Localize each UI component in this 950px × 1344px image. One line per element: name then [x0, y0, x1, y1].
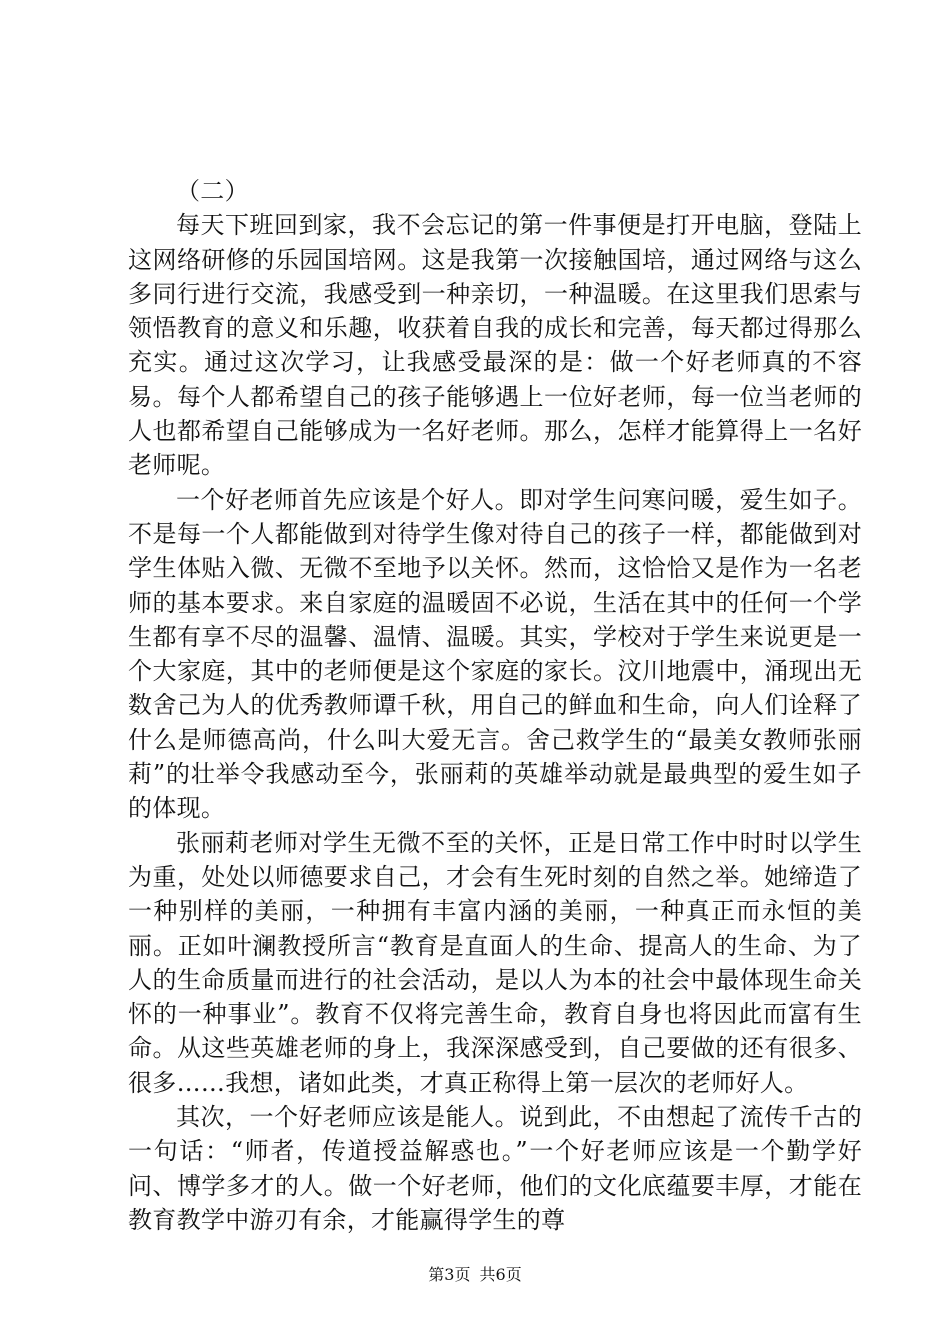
paragraph-3: 张丽莉老师对学生无微不至的关怀，正是日常工作中时时以学生为重，处处以师德要求自己，才会有生死时刻的自然之举。她缔造了一种别样的美丽，一种拥有丰富内涵的美丽，一种真正而永恒的美丽。正如叶澜教授所言“教育是直面人的生命、提高人的生命、为了人的生命质量而进行的社会活动，是以人为本的社会中最体现生命关怀的一种事业”。教育不仅将完善生命，教育自身也将因此而富有生命。从这些英雄老师的身上，我深深感受到，自己要做的还有很多、很多……我想，诸如此类，才真正称得上第一层次的老师好人。 — [128, 828, 862, 1097]
paragraph-1: 每天下班回到家，我不会忘记的第一件事便是打开电脑，登陆上这网络研修的乐园国培网。这是我第一次接触国培，通过网络与这么多同行进行交流，我感受到一种亲切，一种温暖。在这里我们思索与领悟教育的意义和乐趣，收获着自我的成长和完善，每天都过得那么充实。通过这次学习，让我感受最深的是：做一个好老师真的不容易。每个人都希望自己的孩子能够遇上一位好老师，每一位当老师的人也都希望自己能够成为一名好老师。那么，怎样才能算得上一名好老师呢。 — [128, 211, 862, 480]
page-number: 第3页 — [428, 1265, 471, 1284]
page-total: 共6页 — [479, 1265, 522, 1284]
paragraph-2: 一个好老师首先应该是个好人。即对学生问寒问暖，爱生如子。不是每一个人都能做到对待学生像对待自己的孩子一样，都能做到对学生体贴入微、无微不至地予以关怀。然而，这恰恰又是作为一名老师的基本要求。来自家庭的温暖固不必说，生活在其中的任何一个学生都有享不尽的温馨、温情、温暖。其实，学校对于学生来说更是一个大家庭，其中的老师便是这个家庭的家长。汶川地震中，涌现出无数舍己为人的优秀教师谭千秋，用自己的鲜血和生命，向人们诠释了什么是师德高尚，什么叫大爱无言。舍己救学生的“最美女教师张丽莉”的壮举令我感动至今，张丽莉的英雄举动就是最典型的爱生如子的体现。 — [128, 485, 862, 823]
section-heading: （二） — [176, 177, 249, 205]
document-body — [128, 174, 862, 1237]
paragraph-4: 其次，一个好老师应该是能人。说到此，不由想起了流传千古的一句话：“师者，传道授益解惑也。”一个好老师应该是一个勤学好问、博学多才的人。做一个好老师，他们的文化底蕴要丰厚，才能在教育教学中游刃有余，才能赢得学生的尊 — [128, 1103, 862, 1234]
page-footer — [0, 1262, 950, 1285]
